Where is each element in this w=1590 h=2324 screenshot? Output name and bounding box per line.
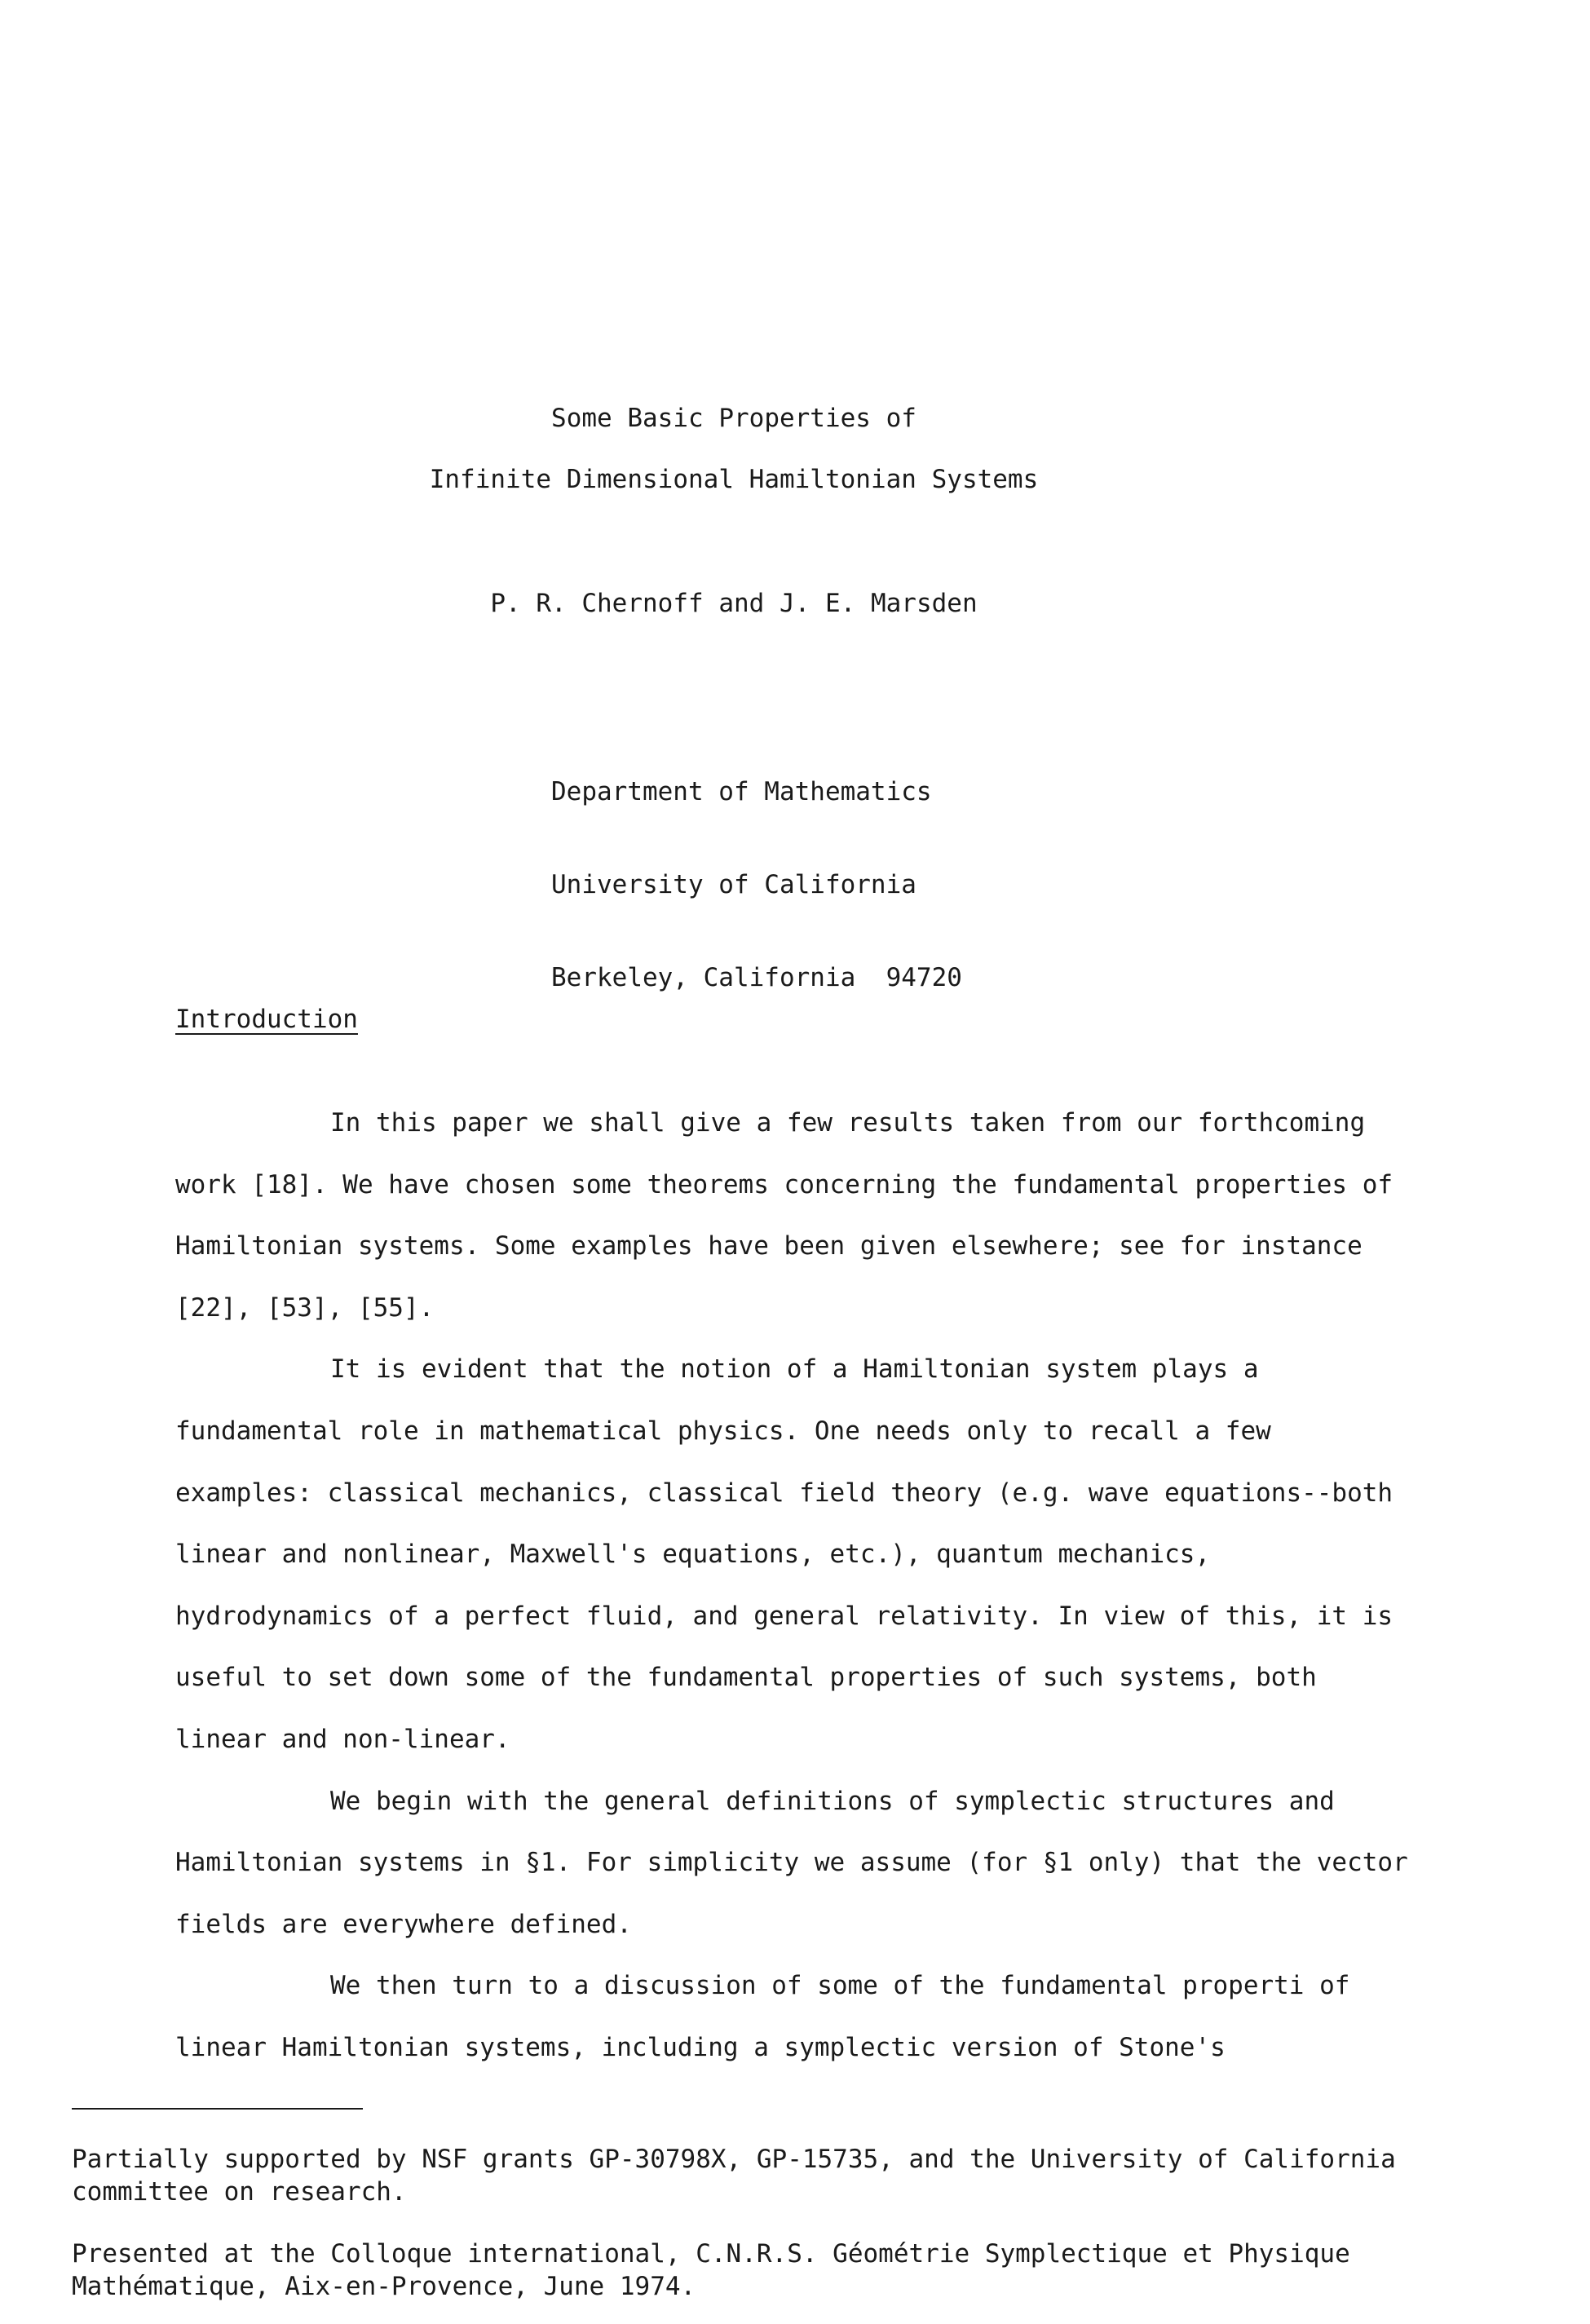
author-affiliation <box>551 714 962 1024</box>
introduction-paragraph-1: In this paper we shall give a few results taken from our forthcoming work [18]. We have chosen some theorems concerning the fundamental properties of Hamiltonian systems. Some examples have been given elsewhere; see for instance [22], [53], [55]. <box>175 1108 1393 1323</box>
introduction-body <box>175 1093 1415 2079</box>
affiliation-department: Department of Mathematics <box>551 777 932 806</box>
section-heading: Introduction <box>175 1005 358 1034</box>
paper-authors: P. R. Chernoff and J. E. Marsden <box>490 589 978 618</box>
introduction-paragraph-3: We begin with the general definitions of symplectic structures and Hamiltonian systems in §1. For simplicity we assume (for §1 only) that the vector fields are everywhere defined. <box>175 1786 1408 1939</box>
paper-title-line-1: Some Basic Properties of <box>551 404 916 433</box>
affiliation-university: University of California <box>551 870 916 899</box>
footnote-separator <box>72 2108 363 2110</box>
footnote-funding: Partially supported by NSF grants GP-30798X, GP-15735, and the University of California committee on research. <box>72 2145 1396 2207</box>
introduction-paragraph-4: We then turn to a discussion of some of the fundamental properti of linear Hamiltonian systems, including a symplectic version of Stone's <box>175 1971 1350 2062</box>
affiliation-city: Berkeley, California 94720 <box>551 963 962 992</box>
introduction-paragraph-2: It is evident that the notion of a Hamiltonian system plays a fundamental role in mathematical physics. One needs only to recall a few examples: classical mechanics, classical field theory (e.g. wave equations--both linear and nonlinear, Maxwell's equations, etc.), quantum mechanics, hydrodynamics of a perfect fluid, and general relativity. In view of this, it is useful to set down some of the fundamental properties of such systems, both linear and non-linear. <box>175 1354 1393 1754</box>
paper-title-line-2: Infinite Dimensional Hamiltonian Systems <box>429 465 1039 494</box>
footnote-presentation: Presented at the Colloque international, C.N.R.S. Géométrie Symplectique et Physique Mathématique, Aix-en-Provence, June 1974. <box>72 2239 1350 2301</box>
